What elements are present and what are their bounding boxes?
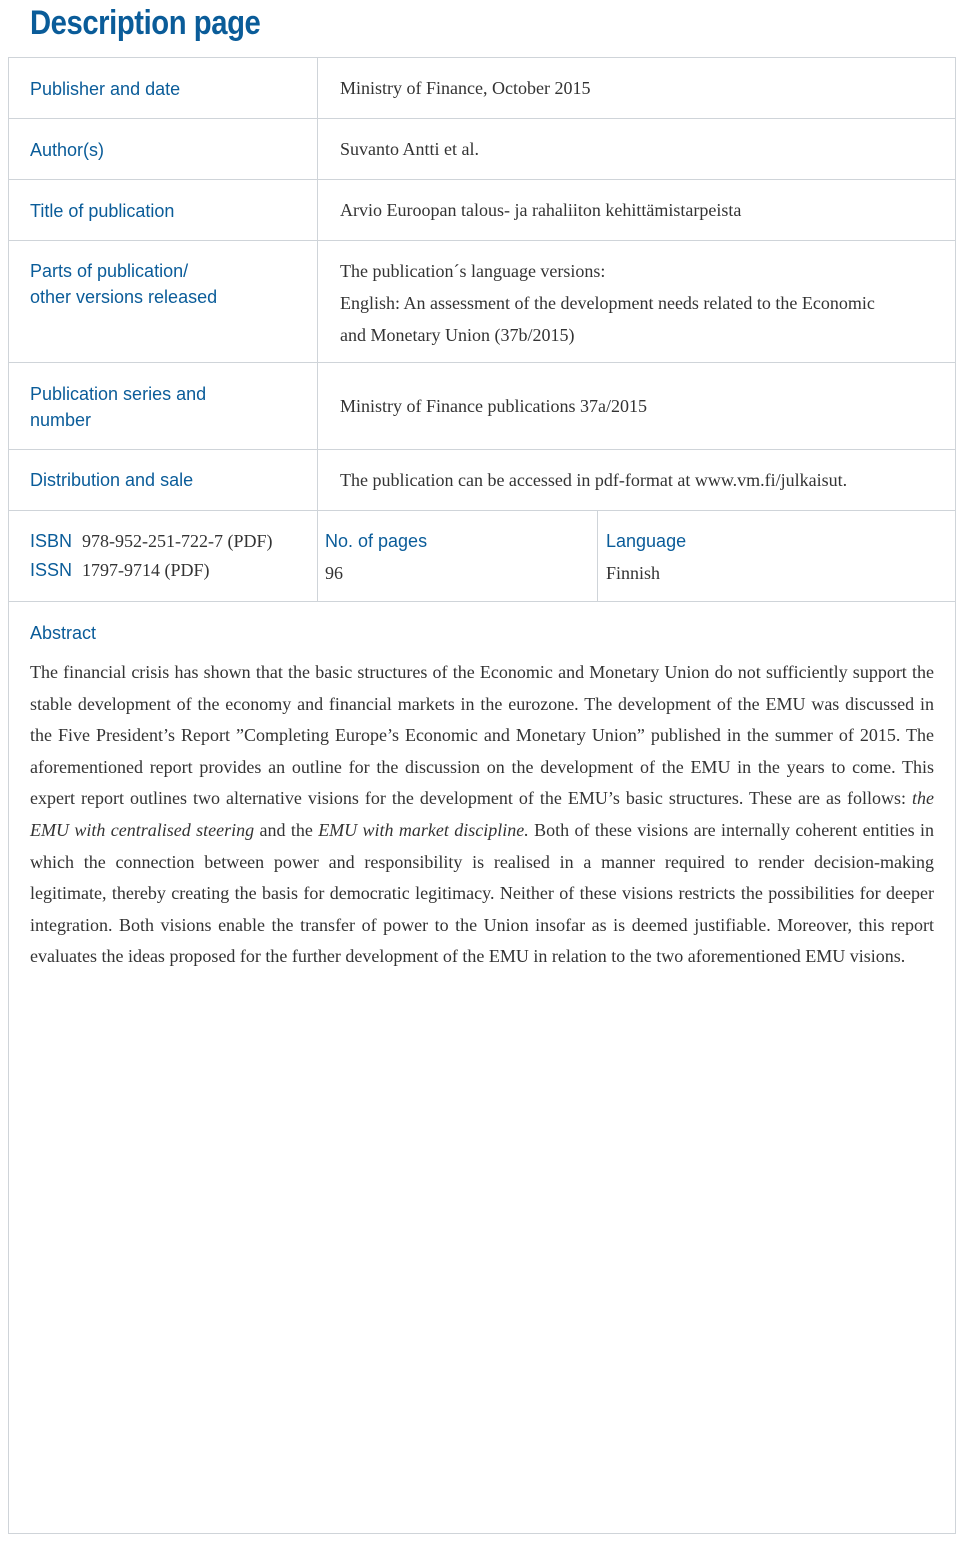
- column-divider: [597, 510, 598, 601]
- language-label: Language: [606, 531, 687, 551]
- isbn-line: [30, 528, 273, 554]
- title-value: Arvio Euroopan talous- ja rahaliiton kehittämistarpeista: [340, 200, 742, 220]
- authors-value: Suvanto Antti et al.: [340, 139, 479, 159]
- abstract-text: [30, 657, 934, 973]
- abstract-text-part: The financial crisis has shown that the basic structures of the Economic and Monetary Union do not sufficiently support the stable development of the economy and financial markets in the eurozone. The development of the EMU was discussed in the Five President’s Report ”Completing Europe’s Economic and Monetary Union” published in the summer of 2015. The aforementioned report provides an outline for the discussion on the development of the EMU in the years to come. This expert report outlines two alternative visions for the development of the EMU’s basic structures. These are as follows:: [30, 662, 934, 809]
- language-value: Finnish: [606, 563, 661, 583]
- row-divider: [8, 449, 956, 450]
- parts-value-line: The publication´s language versions:: [340, 261, 606, 281]
- pages-value: 96: [325, 563, 343, 583]
- abstract-text-part: Both of these visions are internally coherent entities in which the connection between power and responsibility is realised in a manner required to render decision-making legitimate, thereby creating the basis for democratic legitimacy. Neither of these visions restricts the possibilities for deeper integration. Both visions enable the transfer of power to the Union insofar as is deemed justifiable. Moreover, this report evaluates the ideas proposed for the further development of the EMU in relation to the two aforementioned EMU visions.: [30, 819, 935, 967]
- isbn-value: 978-952-251-722-7 (PDF): [82, 531, 273, 551]
- series-label-line: Publication series and: [30, 384, 207, 404]
- row-divider: [8, 362, 956, 363]
- abstract-italic-term: EMU with market discipline.: [318, 819, 529, 840]
- pages-label: No. of pages: [325, 531, 428, 551]
- series-label: [30, 381, 206, 433]
- parts-value-line: English: An assessment of the development needs related to the Economic: [340, 293, 875, 313]
- parts-label: [30, 258, 217, 310]
- parts-label-line: other versions released: [30, 287, 218, 307]
- distribution-label: Distribution and sale: [30, 470, 194, 490]
- column-divider: [317, 57, 318, 510]
- publisher-label: Publisher and date: [30, 79, 181, 99]
- issn-label: ISSN: [30, 560, 73, 580]
- abstract-italic-term: the EMU with centralised steering: [30, 788, 934, 840]
- series-value: Ministry of Finance publications 37a/2015: [340, 396, 647, 416]
- series-label-line: number: [30, 410, 92, 430]
- row-divider: [8, 601, 956, 602]
- issn-line: [30, 557, 210, 583]
- issn-value: 1797-9714 (PDF): [82, 560, 210, 580]
- column-divider: [317, 510, 318, 601]
- row-divider: [8, 118, 956, 119]
- row-divider: [8, 179, 956, 180]
- distribution-value: The publication can be accessed in pdf-format at www.vm.fi/julkaisut.: [340, 470, 848, 490]
- parts-value-line: and Monetary Union (37b/2015): [340, 325, 575, 345]
- parts-value: [340, 255, 875, 351]
- title-label: Title of publication: [30, 201, 175, 221]
- row-divider: [8, 240, 956, 241]
- authors-label: Author(s): [30, 140, 105, 160]
- parts-label-line: Parts of publication/: [30, 261, 189, 281]
- abstract-text-part: and the: [254, 819, 319, 840]
- abstract-heading: Abstract: [30, 623, 97, 643]
- page-title: Description page: [30, 4, 261, 42]
- publisher-value: Ministry of Finance, October 2015: [340, 78, 591, 98]
- row-divider: [8, 510, 956, 511]
- isbn-label: ISBN: [30, 531, 73, 551]
